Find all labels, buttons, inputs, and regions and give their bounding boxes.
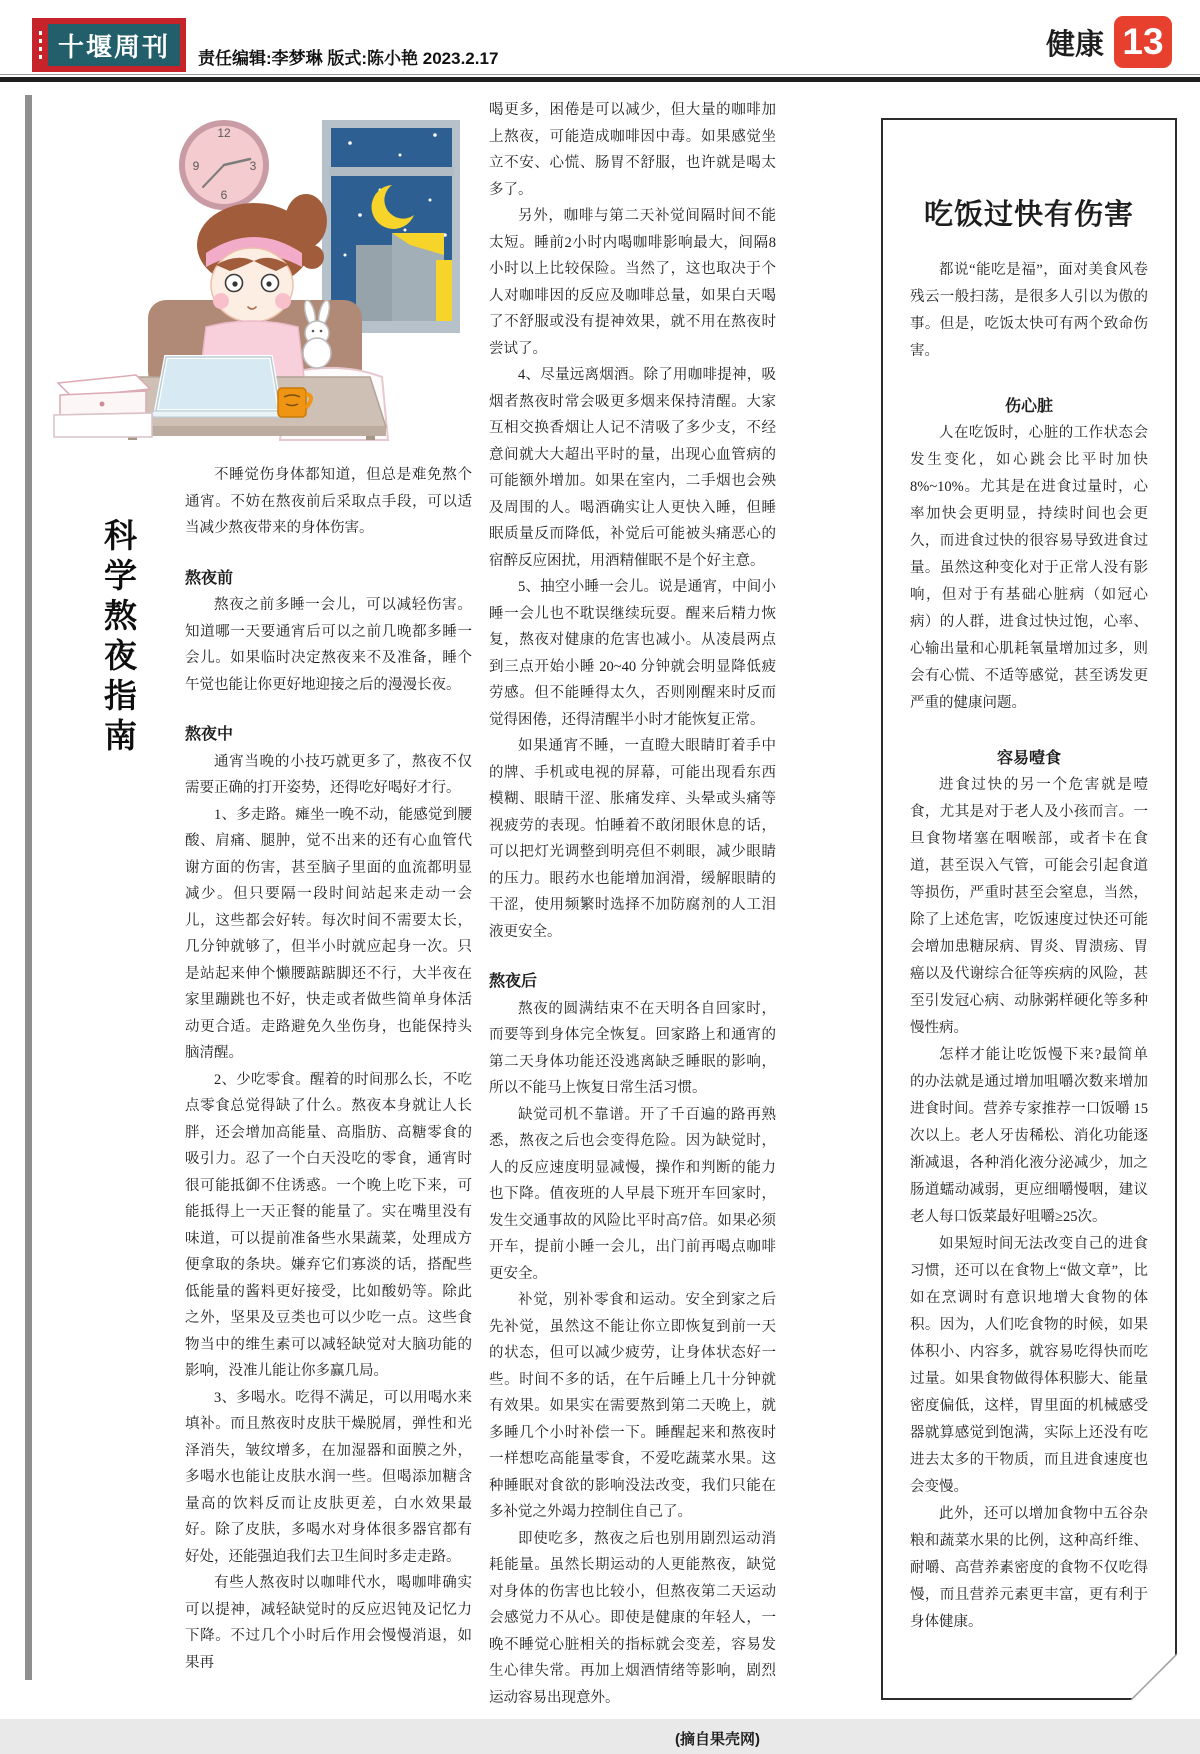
paragraph: 人在吃饭时，心脏的工作状态会发生变化，如心跳会比平时加快 8%~10%。尤其是在进食过量时，心率加快会更明显，持续时间也会更久，而进食过快的很容易导致进食过量。虽然这种变化对于正常人没有影响，但对于有基础心脏病（如冠心病）的人群，进食过快过饱，心率、心输出量和心肌耗氧量增加过多，则会有心慌、不适等感觉，甚至诱发更严重的健康问题。	[910, 425, 1148, 712]
editor-info-line: 责任编辑:李梦琳 版式:陈小艳 2023.2.17	[198, 49, 499, 68]
clock-number-9: 9	[192, 159, 200, 173]
illustration-svg	[40, 95, 460, 440]
section-heading-after: 熬夜后	[489, 973, 538, 990]
paragraph: 进食过快的另一个危害就是噎食，尤其是对于老人及小孩而言。一旦食物堵塞在咽喉部，或者卡在食道，甚至误入气管，可能会引起食道等损伤，严重时甚至会窒息，当然，除了上述危害，吃饭速度过快还可能会增加患糖尿病、胃炎、胃溃疡、胃癌以及代谢综合征等疾病的风险，甚至引发冠心病、动脉粥样硬化等多种慢性病。	[910, 777, 1148, 1037]
paragraph: 如果通宵不睡，一直瞪大眼睛盯着手中的牌、手机或电视的屏幕，可能出现看东西模糊、眼睛干涩、胀痛发痒、头晕或头痛等视疲劳的表现。怕睡着不敢闭眼休息的话，可以把灯光调整到明亮但不刺眼，减少眼睛的压力。眼药水也能增加润滑，缓解眼睛的干涩，使用频繁时选择不加防腐剂的人工泪液更安全。	[489, 738, 776, 940]
header-rule	[0, 77, 1200, 82]
left-margin-bar	[25, 95, 32, 1680]
article-title-vertical: 科学熬夜指南	[99, 518, 135, 758]
article-column-1	[185, 462, 472, 1676]
clock-number-12: 12	[217, 126, 231, 140]
paragraph: 4、尽量远离烟酒。除了用咖啡提神，吸烟者熬夜时常会吸更多烟来保持清醒。大家互相交换香烟让人记不清吸了多少支，不经意间就大大超出平时的量，出现心血管病的可能额外增加。如果在室内，二手烟也会殃及周围的人。喝酒确实让人更快入睡，但睡眠质量反而降低，补觉后可能被头痛恶心的宿醉反应困扰，用酒精催眠不是个好主意。	[489, 367, 776, 569]
header-rule-thin	[0, 74, 1200, 75]
paragraph: 如果短时间无法改变自己的进食习惯，还可以在食物上“做文章”，比如在烹调时有意识地增大食物的体积。因为，人们吃食物的时候，如果体积小、内容多，就容易吃得快而吃过量。如果食物做得体积膨大、能量密度偏低，这样，胃里面的机械感受器就算感觉到饱满，实际上还没有吃进去太多的干物质，而且进食速度也会变慢。	[910, 1236, 1148, 1496]
paragraph: 怎样才能让吃饭慢下来?最简单的办法就是通过增加咀嚼次数来增加进食时间。营养专家推荐一口饭嚼 15 次以上。老人牙齿稀松、消化功能逐渐减退，各种消化液分泌减少，加之肠道蠕动减弱，更应细嚼慢咽，建议老人每口饭菜最好咀嚼≥25次。	[910, 1047, 1148, 1226]
masthead-title: 十堰周刊	[48, 24, 180, 66]
section-label: 健康	[1045, 28, 1104, 61]
source-attribution: (摘自果壳网)	[675, 1731, 760, 1748]
night-study-illustration	[40, 95, 460, 440]
paragraph: 3、多喝水。吃得不满足，可以用喝水来填补。而且熬夜时皮肤干燥脱屑，弹性和光泽消失，皱纹增多，在加湿器和面膜之外，多喝水也能让皮肤水润一些。但喝添加糖含量高的饮料反而让皮肤更差，白水效果最好。除了皮肤，多喝水对身体很多器官都有好处，还能强迫我们去卫生间时多走走路。	[185, 1389, 472, 1565]
paragraph: 熬夜的圆满结束不在天明各自回家时，而要等到身体完全恢复。回家路上和通宵的第二天身体功能还没逃离缺乏睡眠的影响，所以不能马上恢复日常生活习惯。	[489, 1000, 776, 1096]
sidebar-title: 吃饭过快有伤害	[923, 199, 1134, 231]
sidebar-heading-heart: 伤心脏	[1004, 398, 1053, 416]
section-heading-during: 熬夜中	[185, 726, 234, 743]
section-heading-before: 熬夜前	[185, 569, 234, 587]
paragraph: 补觉，别补零食和运动。安全到家之后先补觉，虽然这不能让你立即恢复到前一天的状态，但可以减少疲劳，让身体状态好一些。时间不多的话，在午后睡上几十分钟就有效果。如果实在需要熬到第二天晚上，就多睡几个小时补偿一下。睡醒起来和熬夜时一样想吃高能量零食，不爱吃蔬菜水果。这种睡眠对食欲的影响没法改变，我们只能在多补觉之外竭力控制住自己了。	[489, 1292, 776, 1520]
clock-number-6: 6	[220, 188, 228, 202]
laptop	[156, 357, 280, 411]
header-right	[1046, 16, 1172, 68]
paragraph: 通宵当晚的小技巧就更多了，熬夜不仅需要正确的打开姿势，还得吃好喝好才行。	[185, 753, 472, 796]
box-stack	[54, 375, 152, 437]
paragraph: 缺觉司机不靠谱。开了千百遍的路再熟悉，熬夜之后也会变得危险。因为缺觉时，人的反应速度明显减慢，操作和判断的能力也下降。值夜班的人早晨下班开车回家时，发生交通事故的风险比平时高7倍。如果必须开车，提前小睡一会儿，出门前再喝点咖啡更安全。	[489, 1106, 776, 1282]
wall-clock	[182, 123, 266, 207]
paragraph: 1、多走路。瘫坐一晚不动，能感觉到腰酸、肩痛、腿肿，觉不出来的还有心血管代谢方面的伤害，甚至脑子里面的血流都明显减少。但只要隔一段时间站起来走动一会儿，这些都会好转。每次时间不需要太长，几分钟就够了，但半小时就应起身一次。只是站起来伸个懒腰踮踮脚还不行，大半夜在家里蹦跳也不好，快走或者做些简单身体活动更合适。走路避免久坐伤身，也能保持头脑清醒。	[185, 806, 472, 1061]
paragraph: 熬夜之前多睡一会儿，可以减轻伤害。知道哪一天要通宵后可以之前几晚都多睡一会儿。如果临时决定熬夜来不及准备，睡个午觉也能让你更好地迎接之后的漫漫长夜。	[185, 597, 472, 693]
paragraph: 即使吃多，熬夜之后也别用剧烈运动消耗能量。虽然长期运动的人更能熬夜，缺觉对身体的伤害也比较小，但熬夜第二天运动会感觉力不从心。即使是健康的年轻人，一晚不睡觉心脏相关的指标就会变差，容易发生心律失常。再加上烟酒情绪等影响，剧烈运动容易出现意外。	[489, 1530, 776, 1706]
sidebar-article	[881, 118, 1177, 1700]
sidebar-intro: 都说“能吃是福”，面对美食风卷残云一般扫荡，是很多人引以为傲的事。但是，吃饭太快可有两个致命伤害。	[910, 262, 1148, 360]
masthead-logo	[32, 18, 186, 72]
paragraph: 5、抽空小睡一会儿。说是通宵，中间小睡一会儿也不耽误继续玩耍。醒来后精力恢复，熬夜对健康的危害也减小。从凌晨两点到三点开始小睡 20~40 分钟就会明显降低疲劳感。但不能睡得太久，否则刚醒来时反而觉得困倦，还得清醒半小时才能恢复正常。	[489, 579, 776, 728]
masthead-side-strip	[32, 18, 48, 72]
paragraph: 不睡觉伤身体都知道，但总是难免熬个通宵。不妨在熬夜前后采取点手段，可以适当减少熬夜带来的身体伤害。	[185, 467, 472, 536]
paragraph: 另外，咖啡与第二天补觉间隔时间不能太短。睡前2小时内喝咖啡影响最大，间隔8小时以上比较保险。当然了，这也取决于个人对咖啡因的反应及咖啡总量，如果白天喝了不舒服或没有提神效果，就不用在熬夜时尝试了。	[489, 208, 776, 357]
paragraph: 喝更多，困倦是可以减少，但大量的咖啡加上熬夜，可能造成咖啡因中毒。如果感觉坐立不安、心慌、肠胃不舒服，也许就是喝太多了。	[489, 102, 776, 198]
paragraph: 有些人熬夜时以咖啡代水，喝咖啡确实可以提神，减轻缺觉时的反应迟钝及记忆力下降。不过几个小时后作用会慢慢消退，如果再	[185, 1575, 472, 1671]
page-number-badge: 13	[1114, 16, 1172, 68]
article-column-2	[489, 97, 776, 1754]
page-corner-fold	[1131, 1654, 1177, 1700]
paragraph: 此外，还可以增加食物中五谷杂粮和蔬菜水果的比例，这种高纤维、耐嚼、高营养素密度的食物不仅吃得慢，而且营养元素更丰富，更有利于身体健康。	[910, 1506, 1148, 1631]
sidebar-heading-choking: 容易噎食	[996, 750, 1061, 768]
paragraph: 2、少吃零食。醒着的时间那么长，不吃点零食总觉得缺了什么。熬夜本身就让人长胖，还会增加高能量、高脂肪、高糖零食的吸引力。忍了一个白天没吃的零食，通宵时很可能抵御不住诱惑。一个晚上吃下来，可能抵得上一天正餐的能量了。实在嘴里没有味道，可以提前准备些水果蔬菜，处理成方便拿取的条块。嫌弃它们寡淡的话，搭配些低能量的酱料更好接受，比如酸奶等。除此之外，坚果及豆类也可以少吃一点。这些食物当中的维生素可以减轻缺觉对大脑功能的影响，没准儿能让你多赢几局。	[185, 1071, 472, 1379]
clock-number-3: 3	[249, 159, 257, 173]
coffee-mug	[278, 388, 311, 417]
